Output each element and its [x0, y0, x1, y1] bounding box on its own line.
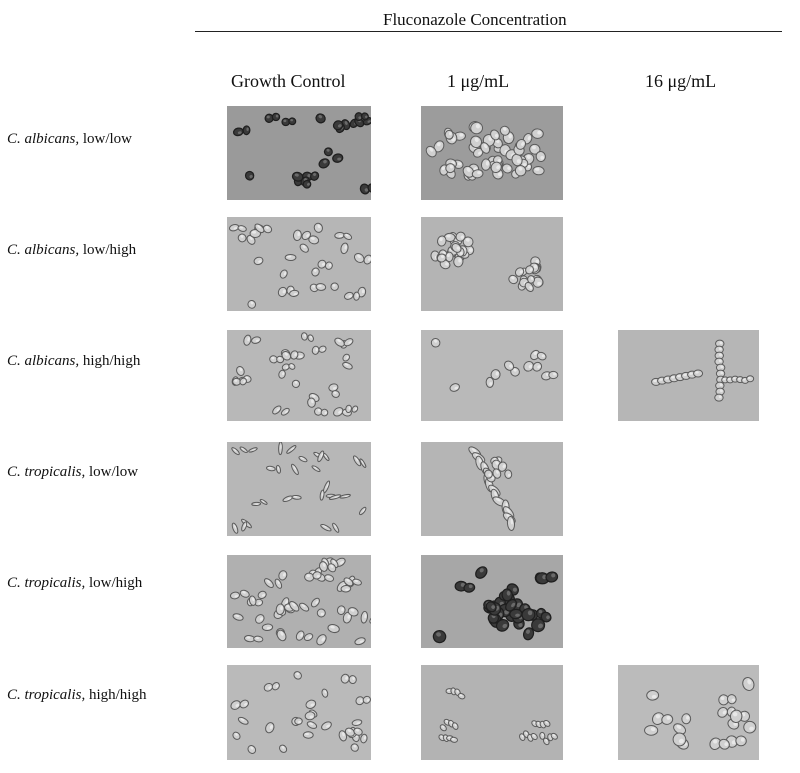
- cell: [252, 502, 261, 506]
- column-header-growth-control: Growth Control: [231, 71, 346, 91]
- micrograph-r3-c1: [227, 330, 371, 421]
- micrograph-r3-c2: [421, 330, 563, 421]
- column-header-16-ug: 16 μg/mL: [645, 71, 717, 91]
- cell: [353, 292, 359, 301]
- cell: [262, 624, 273, 631]
- row-label-tropicalis-low-low: C. tropicalis, low/low: [7, 464, 139, 480]
- micrograph-r2-c2: [421, 217, 563, 311]
- cell: [288, 117, 296, 125]
- cell: [747, 376, 754, 382]
- cell: [341, 585, 351, 592]
- row-label-albicans-low-low: C. albicans, low/low: [7, 131, 133, 147]
- cell: [527, 275, 535, 283]
- micrograph-r4-c2: [421, 442, 563, 536]
- column-header-1-ug: 1 μg/mL: [447, 71, 510, 91]
- cell: [647, 690, 659, 700]
- cell: [335, 232, 345, 239]
- cell: [694, 370, 703, 377]
- micrograph-r6-c3: [618, 665, 759, 760]
- cell: [450, 737, 458, 743]
- cell: [715, 394, 723, 401]
- row-label-albicans-high-high: C. albicans, high/high: [7, 353, 141, 369]
- micrograph-r3-c3: [618, 330, 759, 421]
- micrograph-r1-c1: [227, 106, 371, 200]
- cell: [272, 113, 279, 120]
- micrograph-r6-c1: [227, 665, 371, 760]
- cell: [303, 732, 313, 739]
- figure-header: Fluconazole Concentration: [383, 10, 567, 29]
- cell: [486, 377, 493, 387]
- cell: [453, 256, 463, 267]
- cell: [549, 371, 558, 378]
- cell: [445, 130, 453, 139]
- micrograph-r4-c1: [227, 442, 371, 536]
- row-label-albicans-low-high: C. albicans, low/high: [7, 242, 137, 258]
- cell: [294, 718, 302, 725]
- micrograph-r5-c1: [227, 555, 371, 648]
- cell: [292, 495, 302, 499]
- cell: [481, 159, 491, 171]
- cell: [445, 252, 453, 262]
- cell: [278, 442, 282, 455]
- cell: [317, 609, 325, 617]
- cell: [531, 129, 543, 139]
- cell: [285, 254, 296, 260]
- cell: [735, 736, 746, 747]
- row-label-tropicalis-high-high: C. tropicalis, high/high: [7, 687, 147, 703]
- cell: [645, 725, 658, 735]
- cell: [301, 332, 308, 340]
- cell: [682, 714, 691, 724]
- micrograph-r5-c2: [421, 555, 563, 648]
- header-rule: [195, 31, 782, 32]
- micrograph-r1-c2: [421, 106, 563, 200]
- cell: [504, 470, 512, 479]
- micrograph-r2-c1: [227, 217, 371, 311]
- micrograph-r6-c2: [421, 665, 563, 760]
- cell: [533, 166, 545, 175]
- cell: [243, 126, 250, 135]
- row-label-tropicalis-low-high: C. tropicalis, low/high: [7, 575, 143, 591]
